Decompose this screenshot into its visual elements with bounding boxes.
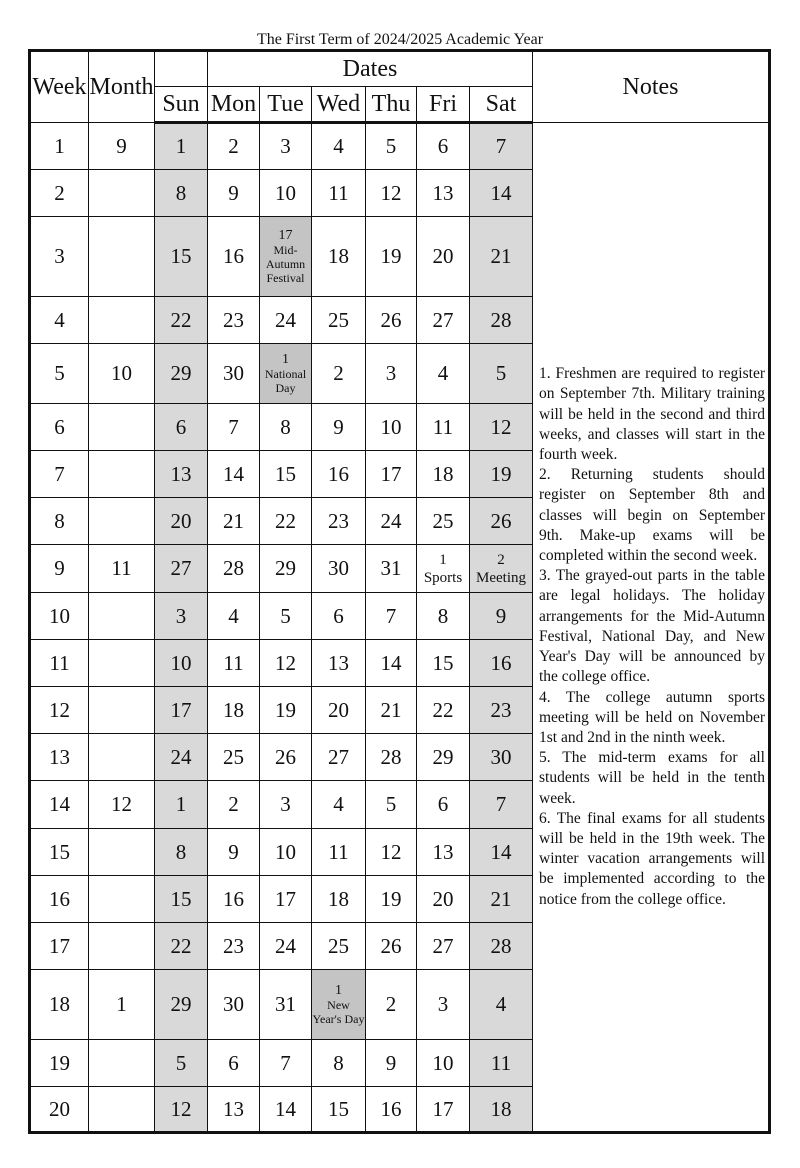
date-cell: 6 — [155, 404, 208, 451]
date-cell: 19 — [470, 451, 533, 498]
holiday-cell — [260, 344, 312, 404]
date-cell: 15 — [417, 640, 470, 687]
date-cell: 29 — [155, 970, 208, 1040]
date-cell: 17 — [366, 451, 417, 498]
date-cell: 20 — [417, 876, 470, 923]
note-item: 4. The college autumn sports meeting will be held on November 1st and 2nd in the ninth week. — [539, 688, 765, 746]
dates-header: Dates — [208, 51, 533, 87]
date-cell: 13 — [417, 170, 470, 217]
week-number: 10 — [30, 593, 89, 640]
date-cell: 21 — [366, 687, 417, 734]
date-cell: 18 — [470, 1087, 533, 1133]
date-cell: 9 — [208, 170, 260, 217]
date-cell: 27 — [417, 297, 470, 344]
date-cell: 29 — [260, 545, 312, 593]
date-cell: 15 — [312, 1087, 366, 1133]
date-cell: 22 — [155, 297, 208, 344]
date-cell: 24 — [155, 734, 208, 781]
date-cell: 4 — [208, 593, 260, 640]
date-cell: 27 — [417, 923, 470, 970]
date-cell: 2 — [366, 970, 417, 1040]
month-number — [89, 297, 155, 344]
day-header-fri: Fri — [417, 87, 470, 123]
date-cell: 23 — [470, 687, 533, 734]
date-cell: 20 — [312, 687, 366, 734]
date-cell: 23 — [312, 498, 366, 545]
date-cell: 25 — [417, 498, 470, 545]
date-cell: 25 — [312, 297, 366, 344]
date-cell: 9 — [312, 404, 366, 451]
date-number: 1 — [282, 351, 289, 367]
month-number — [89, 876, 155, 923]
date-cell: 11 — [470, 1040, 533, 1087]
date-cell: 3 — [155, 593, 208, 640]
day-header-tue: Tue — [260, 87, 312, 123]
date-cell: 25 — [312, 923, 366, 970]
date-cell: 29 — [417, 734, 470, 781]
date-cell: 16 — [208, 217, 260, 297]
week-number: 5 — [30, 344, 89, 404]
date-cell: 24 — [366, 498, 417, 545]
month-number — [89, 829, 155, 876]
date-number: 1 — [335, 982, 342, 998]
date-cell: 27 — [312, 734, 366, 781]
date-cell: 18 — [208, 687, 260, 734]
month-number — [89, 498, 155, 545]
date-cell: 26 — [366, 923, 417, 970]
month-number — [89, 1087, 155, 1133]
event-cell — [417, 545, 470, 593]
date-cell: 7 — [208, 404, 260, 451]
week-number: 15 — [30, 829, 89, 876]
month-number: 1 — [89, 970, 155, 1040]
week-number: 12 — [30, 687, 89, 734]
date-cell: 11 — [208, 640, 260, 687]
week-number: 18 — [30, 970, 89, 1040]
date-cell: 18 — [417, 451, 470, 498]
date-cell: 24 — [260, 297, 312, 344]
date-cell: 18 — [312, 217, 366, 297]
date-cell: 14 — [208, 451, 260, 498]
date-cell: 4 — [470, 970, 533, 1040]
date-cell: 13 — [155, 451, 208, 498]
month-number — [89, 734, 155, 781]
date-cell: 2 — [312, 344, 366, 404]
holiday-label: New Year's Day — [312, 997, 365, 1026]
day-header-thu: Thu — [366, 87, 417, 123]
month-number — [89, 404, 155, 451]
note-item: 5. The mid-term exams for all students will be held in the tenth week. — [539, 749, 765, 807]
date-cell: 24 — [260, 923, 312, 970]
date-cell: 30 — [208, 970, 260, 1040]
date-cell: 28 — [366, 734, 417, 781]
date-cell: 4 — [417, 344, 470, 404]
date-cell: 12 — [470, 404, 533, 451]
date-cell: 6 — [417, 123, 470, 170]
week-number: 11 — [30, 640, 89, 687]
date-cell: 8 — [155, 829, 208, 876]
week-number: 1 — [30, 123, 89, 170]
date-cell: 23 — [208, 297, 260, 344]
date-cell: 8 — [417, 593, 470, 640]
month-number — [89, 170, 155, 217]
date-cell: 30 — [470, 734, 533, 781]
week-number: 13 — [30, 734, 89, 781]
week-number: 3 — [30, 217, 89, 297]
month-header: Month — [89, 51, 155, 123]
date-cell: 17 — [260, 876, 312, 923]
date-cell: 23 — [208, 923, 260, 970]
note-item: 6. The final exams for all students will be held in the 19th week. The winter vacation arrangements will be implemented according to the notice from the college office. — [539, 809, 765, 908]
week-number: 7 — [30, 451, 89, 498]
week-header: Week — [30, 51, 89, 123]
date-cell: 13 — [417, 829, 470, 876]
date-cell: 9 — [366, 1040, 417, 1087]
week-number: 6 — [30, 404, 89, 451]
date-cell: 7 — [366, 593, 417, 640]
date-cell: 26 — [366, 297, 417, 344]
date-cell: 8 — [155, 170, 208, 217]
month-number — [89, 217, 155, 297]
date-cell: 3 — [260, 123, 312, 170]
date-cell: 31 — [260, 970, 312, 1040]
date-cell: 16 — [366, 1087, 417, 1133]
day-header-sat: Sat — [470, 87, 533, 123]
holiday-label: Mid-Autumn Festival — [265, 242, 306, 285]
date-cell: 19 — [366, 876, 417, 923]
week-number: 9 — [30, 545, 89, 593]
date-cell: 5 — [470, 344, 533, 404]
date-cell: 5 — [366, 781, 417, 829]
date-cell: 6 — [208, 1040, 260, 1087]
date-cell: 12 — [260, 640, 312, 687]
date-cell: 18 — [312, 876, 366, 923]
page-title: The First Term of 2024/2025 Academic Year — [256, 31, 544, 48]
date-cell: 4 — [312, 781, 366, 829]
date-cell: 19 — [260, 687, 312, 734]
date-cell: 15 — [260, 451, 312, 498]
week-number: 20 — [30, 1087, 89, 1133]
date-cell: 5 — [260, 593, 312, 640]
date-cell: 17 — [155, 687, 208, 734]
note-item: 2. Returning students should register on September 8th and classes will begin on September 9th. Make-up exams will be completed within the second week. — [539, 466, 765, 565]
note-item: 3. The grayed-out parts in the table are legal holidays. The holiday arrangements for the Mid-Autumn Festival, National Day, and New Year's Day will be announced by the college office. — [539, 567, 765, 686]
academic-calendar-table — [28, 49, 771, 1134]
event-cell — [470, 545, 533, 593]
date-cell: 12 — [366, 829, 417, 876]
month-number — [89, 687, 155, 734]
date-cell: 10 — [260, 170, 312, 217]
date-cell: 5 — [366, 123, 417, 170]
date-cell: 30 — [312, 545, 366, 593]
date-cell: 16 — [470, 640, 533, 687]
date-number: 17 — [278, 227, 293, 243]
date-cell: 12 — [366, 170, 417, 217]
date-cell: 26 — [260, 734, 312, 781]
holiday-cell — [260, 217, 312, 297]
month-number — [89, 451, 155, 498]
date-cell: 28 — [470, 297, 533, 344]
week-row — [30, 123, 770, 170]
date-cell: 8 — [260, 404, 312, 451]
date-cell: 7 — [470, 123, 533, 170]
date-cell: 7 — [470, 781, 533, 829]
notes-header: Notes — [533, 51, 770, 123]
blank-header — [155, 51, 208, 87]
date-cell: 28 — [208, 545, 260, 593]
date-cell: 15 — [155, 217, 208, 297]
date-cell: 14 — [470, 170, 533, 217]
date-cell: 3 — [366, 344, 417, 404]
date-cell: 10 — [366, 404, 417, 451]
event-label: Meeting — [476, 569, 526, 586]
date-cell: 14 — [366, 640, 417, 687]
day-header-mon: Mon — [208, 87, 260, 123]
date-cell: 3 — [417, 970, 470, 1040]
month-number: 12 — [89, 781, 155, 829]
date-cell: 22 — [155, 923, 208, 970]
holiday-label: National Day — [264, 366, 307, 395]
date-cell: 13 — [312, 640, 366, 687]
day-header-wed: Wed — [312, 87, 366, 123]
date-cell: 20 — [417, 217, 470, 297]
date-cell: 12 — [155, 1087, 208, 1133]
date-cell: 21 — [470, 876, 533, 923]
date-cell: 14 — [470, 829, 533, 876]
date-cell: 1 — [155, 123, 208, 170]
month-number: 9 — [89, 123, 155, 170]
week-number: 2 — [30, 170, 89, 217]
note-item: 1. Freshmen are required to register on September 7th. Military training will be held in the second and third weeks, and classes will start in the fourth week. — [539, 365, 765, 464]
date-cell: 9 — [208, 829, 260, 876]
date-cell: 10 — [260, 829, 312, 876]
date-cell: 26 — [470, 498, 533, 545]
date-cell: 7 — [260, 1040, 312, 1087]
date-cell: 28 — [470, 923, 533, 970]
month-number — [89, 640, 155, 687]
week-number: 4 — [30, 297, 89, 344]
date-cell: 15 — [155, 876, 208, 923]
month-number — [89, 1040, 155, 1087]
notes-cell — [533, 123, 770, 1133]
date-number: 1 — [439, 551, 447, 568]
week-number: 17 — [30, 923, 89, 970]
date-cell: 2 — [208, 781, 260, 829]
date-cell: 29 — [155, 344, 208, 404]
date-cell: 9 — [470, 593, 533, 640]
day-header-sun: Sun — [155, 87, 208, 123]
date-cell: 19 — [366, 217, 417, 297]
event-label: Sports — [423, 569, 463, 586]
date-cell: 21 — [208, 498, 260, 545]
date-cell: 21 — [470, 217, 533, 297]
notes-list — [533, 344, 768, 909]
date-cell: 10 — [417, 1040, 470, 1087]
date-cell: 14 — [260, 1087, 312, 1133]
date-cell: 31 — [366, 545, 417, 593]
calendar-body — [30, 123, 770, 1133]
month-number: 10 — [89, 344, 155, 404]
date-cell: 8 — [312, 1040, 366, 1087]
week-number: 8 — [30, 498, 89, 545]
date-cell: 11 — [312, 829, 366, 876]
date-number: 2 — [497, 551, 505, 568]
date-cell: 30 — [208, 344, 260, 404]
date-cell: 16 — [312, 451, 366, 498]
date-cell: 22 — [417, 687, 470, 734]
date-cell: 13 — [208, 1087, 260, 1133]
week-number: 16 — [30, 876, 89, 923]
week-number: 14 — [30, 781, 89, 829]
date-cell: 10 — [155, 640, 208, 687]
date-cell: 27 — [155, 545, 208, 593]
date-cell: 20 — [155, 498, 208, 545]
holiday-cell — [312, 970, 366, 1040]
date-cell: 6 — [312, 593, 366, 640]
month-number — [89, 593, 155, 640]
date-cell: 3 — [260, 781, 312, 829]
date-cell: 11 — [417, 404, 470, 451]
date-cell: 25 — [208, 734, 260, 781]
date-cell: 5 — [155, 1040, 208, 1087]
date-cell: 11 — [312, 170, 366, 217]
week-number: 19 — [30, 1040, 89, 1087]
month-number: 11 — [89, 545, 155, 593]
date-cell: 17 — [417, 1087, 470, 1133]
date-cell: 16 — [208, 876, 260, 923]
month-number — [89, 923, 155, 970]
date-cell: 2 — [208, 123, 260, 170]
date-cell: 22 — [260, 498, 312, 545]
date-cell: 1 — [155, 781, 208, 829]
date-cell: 4 — [312, 123, 366, 170]
date-cell: 6 — [417, 781, 470, 829]
